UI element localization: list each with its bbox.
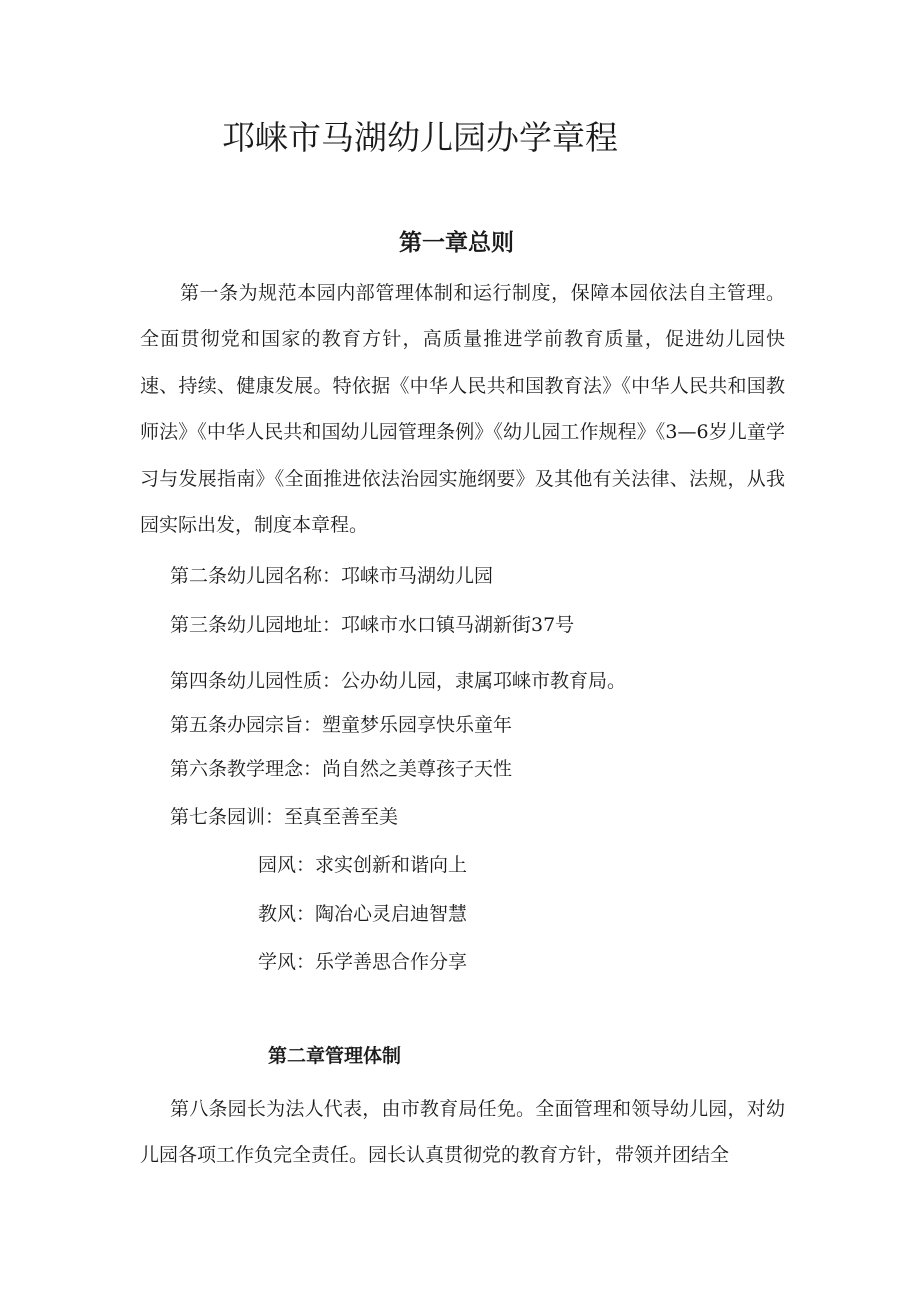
motto-garden-style: 园风：求实创新和谐向上 [258,854,468,876]
motto-learning-style: 学风：乐学善思合作分享 [258,951,468,973]
document-title: 邛崃市马湖幼儿园办学章程 [222,118,618,157]
chapter-heading-2: 第二章管理体制 [268,1045,402,1067]
article-2: 第二条幼儿园名称：邛崃市马湖幼儿园 [170,565,494,587]
article-5: 第五条办园宗旨：塑童梦乐园享快乐童年 [170,714,513,736]
chapter-heading-1: 第一章总则 [399,229,514,256]
article-4: 第四条幼儿园性质：公办幼儿园，隶属邛崃市教育局。 [170,670,627,692]
article-3: 第三条幼儿园地址：邛崃市水口镇马湖新街37号 [170,614,575,636]
motto-teaching-style: 教风：陶冶心灵启迪智慧 [258,903,468,925]
article-7: 第七条园训：至真至善至美 [170,806,399,828]
article-6: 第六条教学理念：尚自然之美尊孩子天性 [170,758,513,780]
article-8-paragraph: 第八条园长为法人代表，由市教育局任免。全面管理和领导幼儿园，对幼儿园各项工作负完全责任。园长认真贯彻党的教育方针，带领并团结全 [140,1098,785,1167]
article-1-paragraph: 第一条为规范本园内部管理体制和运行制度，保障本园依法自主管理。全面贯彻党和国家的教育方针，高质量推进学前教育质量，促进幼儿园快速、持续、健康发展。特依据《中华人民共和国教育法》《中华人民共和国教师法》《中华人民共和国幼儿园管理条例》《幼儿园工作规程》《3—6岁儿童学习与发展指南》《全面推进依法治园实施纲要》及其他有关法律、法规，从我园实际出发，制度本章程。 [140,282,785,537]
